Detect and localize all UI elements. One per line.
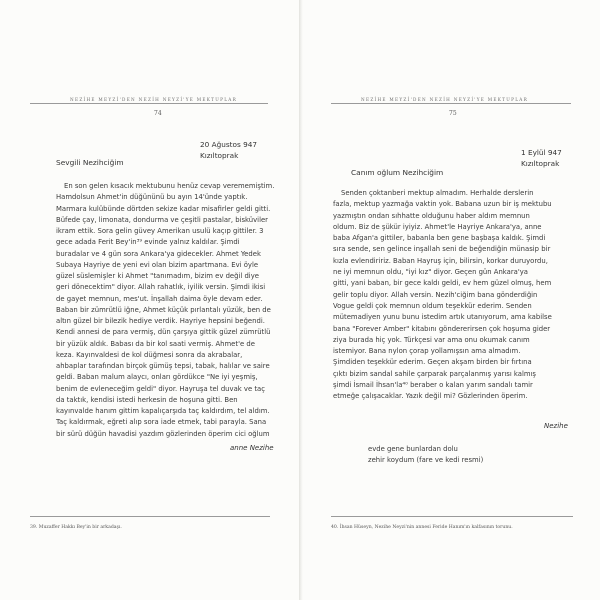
body-line: çıktı bizim sandal sahile çarparak parçalanmış yarısı kalmış xyxy=(333,369,536,378)
header-rule xyxy=(30,103,268,104)
letter-signature: anne Nezihe xyxy=(230,444,274,452)
footnote: 39. Muzaffer Hakkı Bey'in bir arkadaşı. xyxy=(30,525,122,530)
body-line: bana "Forever Amber" kitabını göndererirsen çok hoşuma gider xyxy=(333,324,551,333)
body-line: En son gelen kısacık mektubunu henüz cevap verememiştim. xyxy=(64,182,275,190)
body-line: kızla evlendiririz. Baban Hayruş için, bilirsin, korkar duruyordu, xyxy=(333,256,548,265)
body-line: gitti, yani baban, bir gece kaldı geldi, ev hem güzel olmuş, hem xyxy=(333,279,552,288)
body-line: şimdi İsmail İhsan'la⁴⁰ beraber o kalan yarım sandalı tamir xyxy=(333,381,533,390)
right-page xyxy=(303,0,600,600)
body-line: etmeğe çalışacaklar. Yazık değil mi? Gözlerinden öperim. xyxy=(333,392,528,401)
letter-place: Kızıltoprak xyxy=(521,159,560,168)
letter-date: 20 Ağustos 947 xyxy=(200,140,258,149)
body-line: keza. Kayınvaldesi de kol düğmesi sonra da akrabalar, xyxy=(56,350,243,359)
footnote: 40. İhsan Hüseyn, Nezihe Neyzi'nin annesi Feride Hanım'ın kalfasının torunu. xyxy=(331,525,513,530)
letter-date-block xyxy=(521,147,562,169)
body-line: bir sürü düğün havadisi yazdım gözlerinden öperim cici oğlum xyxy=(56,429,270,438)
body-line: oldum. Biz de şükür iyiyiz. Ahmet'le Hayriye Ankara'ya, anne xyxy=(333,222,542,231)
body-line: Senden çoktanberi mektup almadım. Herhalde derslerin xyxy=(341,189,534,197)
body-line: Hamdolsun Ahmet'in düğününü bu ayın 14'ünde yaptık. xyxy=(56,193,248,202)
body-line: bir yüzük aldık. Babası da bir kol saati vermiş. Ahmet'e de xyxy=(56,339,255,348)
body-line: Şimdiden teşekkür ederim. Geçen akşam birden bir fırtına xyxy=(333,358,532,367)
body-line: da taktık, kendisi istedi herkesin de hoşuna gitti. Ben xyxy=(56,395,238,404)
page-number: 75 xyxy=(449,110,457,117)
body-line: istemiyor. Bana nylon çorap yollamışsın ama almadım. xyxy=(333,347,521,356)
letter-salutation: Canım oğlum Nezihciğim xyxy=(351,168,444,177)
body-line: güzel süslemişler ki Ahmet "tanımadım, bizim ev değil diye xyxy=(56,272,259,280)
footnote-rule xyxy=(30,516,270,517)
body-line: kayınvalde hanım gittim kapalıçarşıda taç kaldırdım, tel aldım. xyxy=(56,407,270,415)
body-line: ahbaplar tarafından birçok gümüş tepsi, tabak, halılar ve saire xyxy=(56,362,270,370)
body-line: mütemadiyen yunu bunu istedim artık utanıyorum, ama kabilse xyxy=(333,313,552,322)
body-line: Marmara kulübünde dörtden sekize kadar misafirler geldi gitti. xyxy=(56,204,271,213)
running-head: NEZİHE MEYZİ'DEN NEZİH NEYZİ'YE MEKTUPLAR xyxy=(361,97,529,102)
body-line: ziya burada hiç yok. Türkçesi var ama onu okumak canım xyxy=(333,335,530,344)
body-line: Taç kaldırmak, eğreti alıp sora iade etmek, tabi parayla. Sana xyxy=(56,418,267,427)
body-line: geri dönecektim" diyor. Allah rahatlık, iyilik versin. Şimdi ikisi xyxy=(56,283,266,292)
body-line: Subaya Hayriye de yeni evi olan bizim apartmana. Evi öyle xyxy=(56,260,259,269)
body-line: geldi. Baban malum alaycı, onları gördükce "Ne iyi yeşmiş, xyxy=(56,373,258,382)
body-line: Baban bir zümrütlü iğne, Ahmet küçük pırlantalı yüzük, ben de xyxy=(56,305,271,314)
body-line: sıra sende, sen gelince inşallah seni de beğendiğin münasip bir xyxy=(333,245,551,254)
postscript-line: zehir koydum (fare ve kedi resmi) xyxy=(368,456,484,465)
body-line: benim de evleneceğim geldi" diyor. Hayruşa tel duvak ve taç xyxy=(56,384,265,393)
body-line: Vogue geldi çok memnun oldum teşekkür ederim. Senden xyxy=(333,301,532,310)
body-line: gelir toplu diyor. Allah versin. Nezih'ciğim bana gönderdiğin xyxy=(333,290,538,299)
body-line: yazmıştın ondan sıhhatte olduğunu haber aldım memnun xyxy=(333,211,530,220)
letter-salutation: Sevgili Nezihciğim xyxy=(56,158,124,167)
body-line: Kendi annesi de para vermiş, dün çarşıya gittik güzel zümrütlü xyxy=(56,328,271,337)
body-line: Büfede çay, limonata, dondurma ve çeşitli pastalar, bisküviler xyxy=(56,215,268,224)
body-line: altın güzel bir bilezik hediye verdik. Hayriye hepsini beğendi. xyxy=(56,317,265,325)
letter-place: Kızıltoprak xyxy=(200,151,239,160)
header-rule xyxy=(331,103,571,104)
body-line: ikram ettik. Sora gelin güvey Amerikan usulü kaçıp gittiler. 3 xyxy=(56,227,264,235)
postscript xyxy=(368,444,483,467)
postscript-line: evde gene bunlardan dolu xyxy=(368,445,458,453)
letter-body xyxy=(56,181,275,440)
letter-signature: Nezihe xyxy=(544,422,568,430)
letter-date-block xyxy=(200,139,257,161)
running-head: NEZİHE MEYZİ'DEN NEZİH NEYZİ'YE MEKTUPLAR xyxy=(70,97,238,102)
letter-body xyxy=(333,188,578,403)
letter-date: 1 Eylül 947 xyxy=(521,148,562,157)
body-line: fazla, mektup yazmağa vaktin yok. Babana uzun bir iş mektubu xyxy=(333,200,552,209)
body-line: ne iyi memnun oldu, "iyi kız" diyor. Geçen gün Ankara'ya xyxy=(333,268,528,277)
body-line: gece adada Ferit Bey'in³⁹ evinde yalnız kaldılar. Şimdi xyxy=(56,238,240,247)
footnote-rule xyxy=(331,516,573,517)
body-line: buradalar ve 4 gün sora Ankara'ya gidecekler. Ahmet Yedek xyxy=(56,249,261,258)
body-line: de gayet memnun, mes'ut. İnşallah daima öyle devam eder. xyxy=(56,294,263,303)
page-number: 74 xyxy=(154,110,162,117)
body-line: baba Afgan'a gittiler, babanla ben gene başbaşa kaldık. Şimdi xyxy=(333,234,546,243)
